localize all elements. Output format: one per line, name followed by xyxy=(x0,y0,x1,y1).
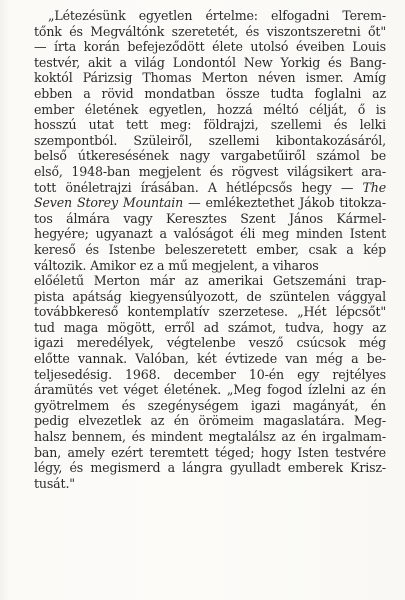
text-line: „Létezésünk egyetlen értelme: elfogadni Terem- xyxy=(48,8,386,23)
text-line: halsz bennem, és mindent megtalálsz az én irgalmam- xyxy=(34,429,386,445)
text-line: tud maga mögött, erről ad számot, tudva, hogy az xyxy=(34,319,386,335)
text-line: kereső és Istenbe beleszeretett ember, csak a kép xyxy=(34,241,386,257)
text-line: belső útkeresésének nagy vargabetűiről számol be xyxy=(34,148,386,164)
text-line: ember életének egyetlen, hozzá méltó célját, ő is xyxy=(34,101,386,117)
text-line: változik. Amikor ez a mű megjelent, a viharos xyxy=(34,257,319,273)
text-line: Seven Storey Mountain — emlékeztethet Jákob titokza- xyxy=(34,195,386,211)
text-line: testvér, akit a világ Londontól New Yorkig és Bang- xyxy=(34,54,386,70)
text-line: hegyére; ugyanazt a valóságot éli meg minden Istent xyxy=(34,226,386,242)
body-paragraph xyxy=(34,8,386,491)
text-line: ban, amely ezért teremtett téged; hogy Isten testvére xyxy=(34,444,386,460)
text-line: légy, és megismerd a lángra gyulladt emberek Krisz- xyxy=(34,460,386,476)
text-line: első, 1948-ban megjelent és rögvest világsikert ara- xyxy=(34,163,386,179)
text-line: teljesedésig. 1968. december 10-én egy rejtélyes xyxy=(34,366,386,382)
text-line: előtte vannak. Valóban, két évtizede van még a be- xyxy=(34,351,386,367)
text-line: előéletű Merton már az amerikai Getszemáni trap- xyxy=(34,273,386,289)
text-line: hosszú utat tett meg: földrajzi, szellemi és lelki xyxy=(34,117,386,133)
text-line: gyötrelmem és szegénységem igazi magányát, én xyxy=(34,397,386,413)
text-line: pista apátság kiegyensúlyozott, de szüntelen vággyal xyxy=(34,288,386,304)
text-line: tőnk és Megváltónk szeretetét, és viszontszeretni őt" xyxy=(34,23,386,39)
text-line: továbbkereső kontemplatív szerzetese. „Hét lépcsőt" xyxy=(34,304,386,320)
text-line: szempontból. Szüleiről, szellemi kibontakozásáról, xyxy=(34,132,386,148)
text-line: ebben a rövid mondatban össze tudta foglalni az xyxy=(34,85,386,101)
text-line: pedig elvezetlek az én örömeim magaslatára. Meg- xyxy=(34,413,386,429)
text-line: igazi meredélyek, végtelenbe vesző csúcsok még xyxy=(34,335,386,351)
text-line: áramütés vet véget életének. „Meg fogod ízlelni az én xyxy=(34,382,386,398)
text-line: — írta korán befejeződött élete utolsó éveiben Louis xyxy=(34,39,386,55)
text-line: tott önéletrajzi írásában. A hétlépcsős hegy — The xyxy=(34,179,386,195)
text-line: tos álmára vagy Keresztes Szent János Kármel- xyxy=(34,210,386,226)
text-line: tusát." xyxy=(34,475,75,491)
text-line: koktól Párizsig Thomas Merton néven ismer. Amíg xyxy=(34,70,386,86)
